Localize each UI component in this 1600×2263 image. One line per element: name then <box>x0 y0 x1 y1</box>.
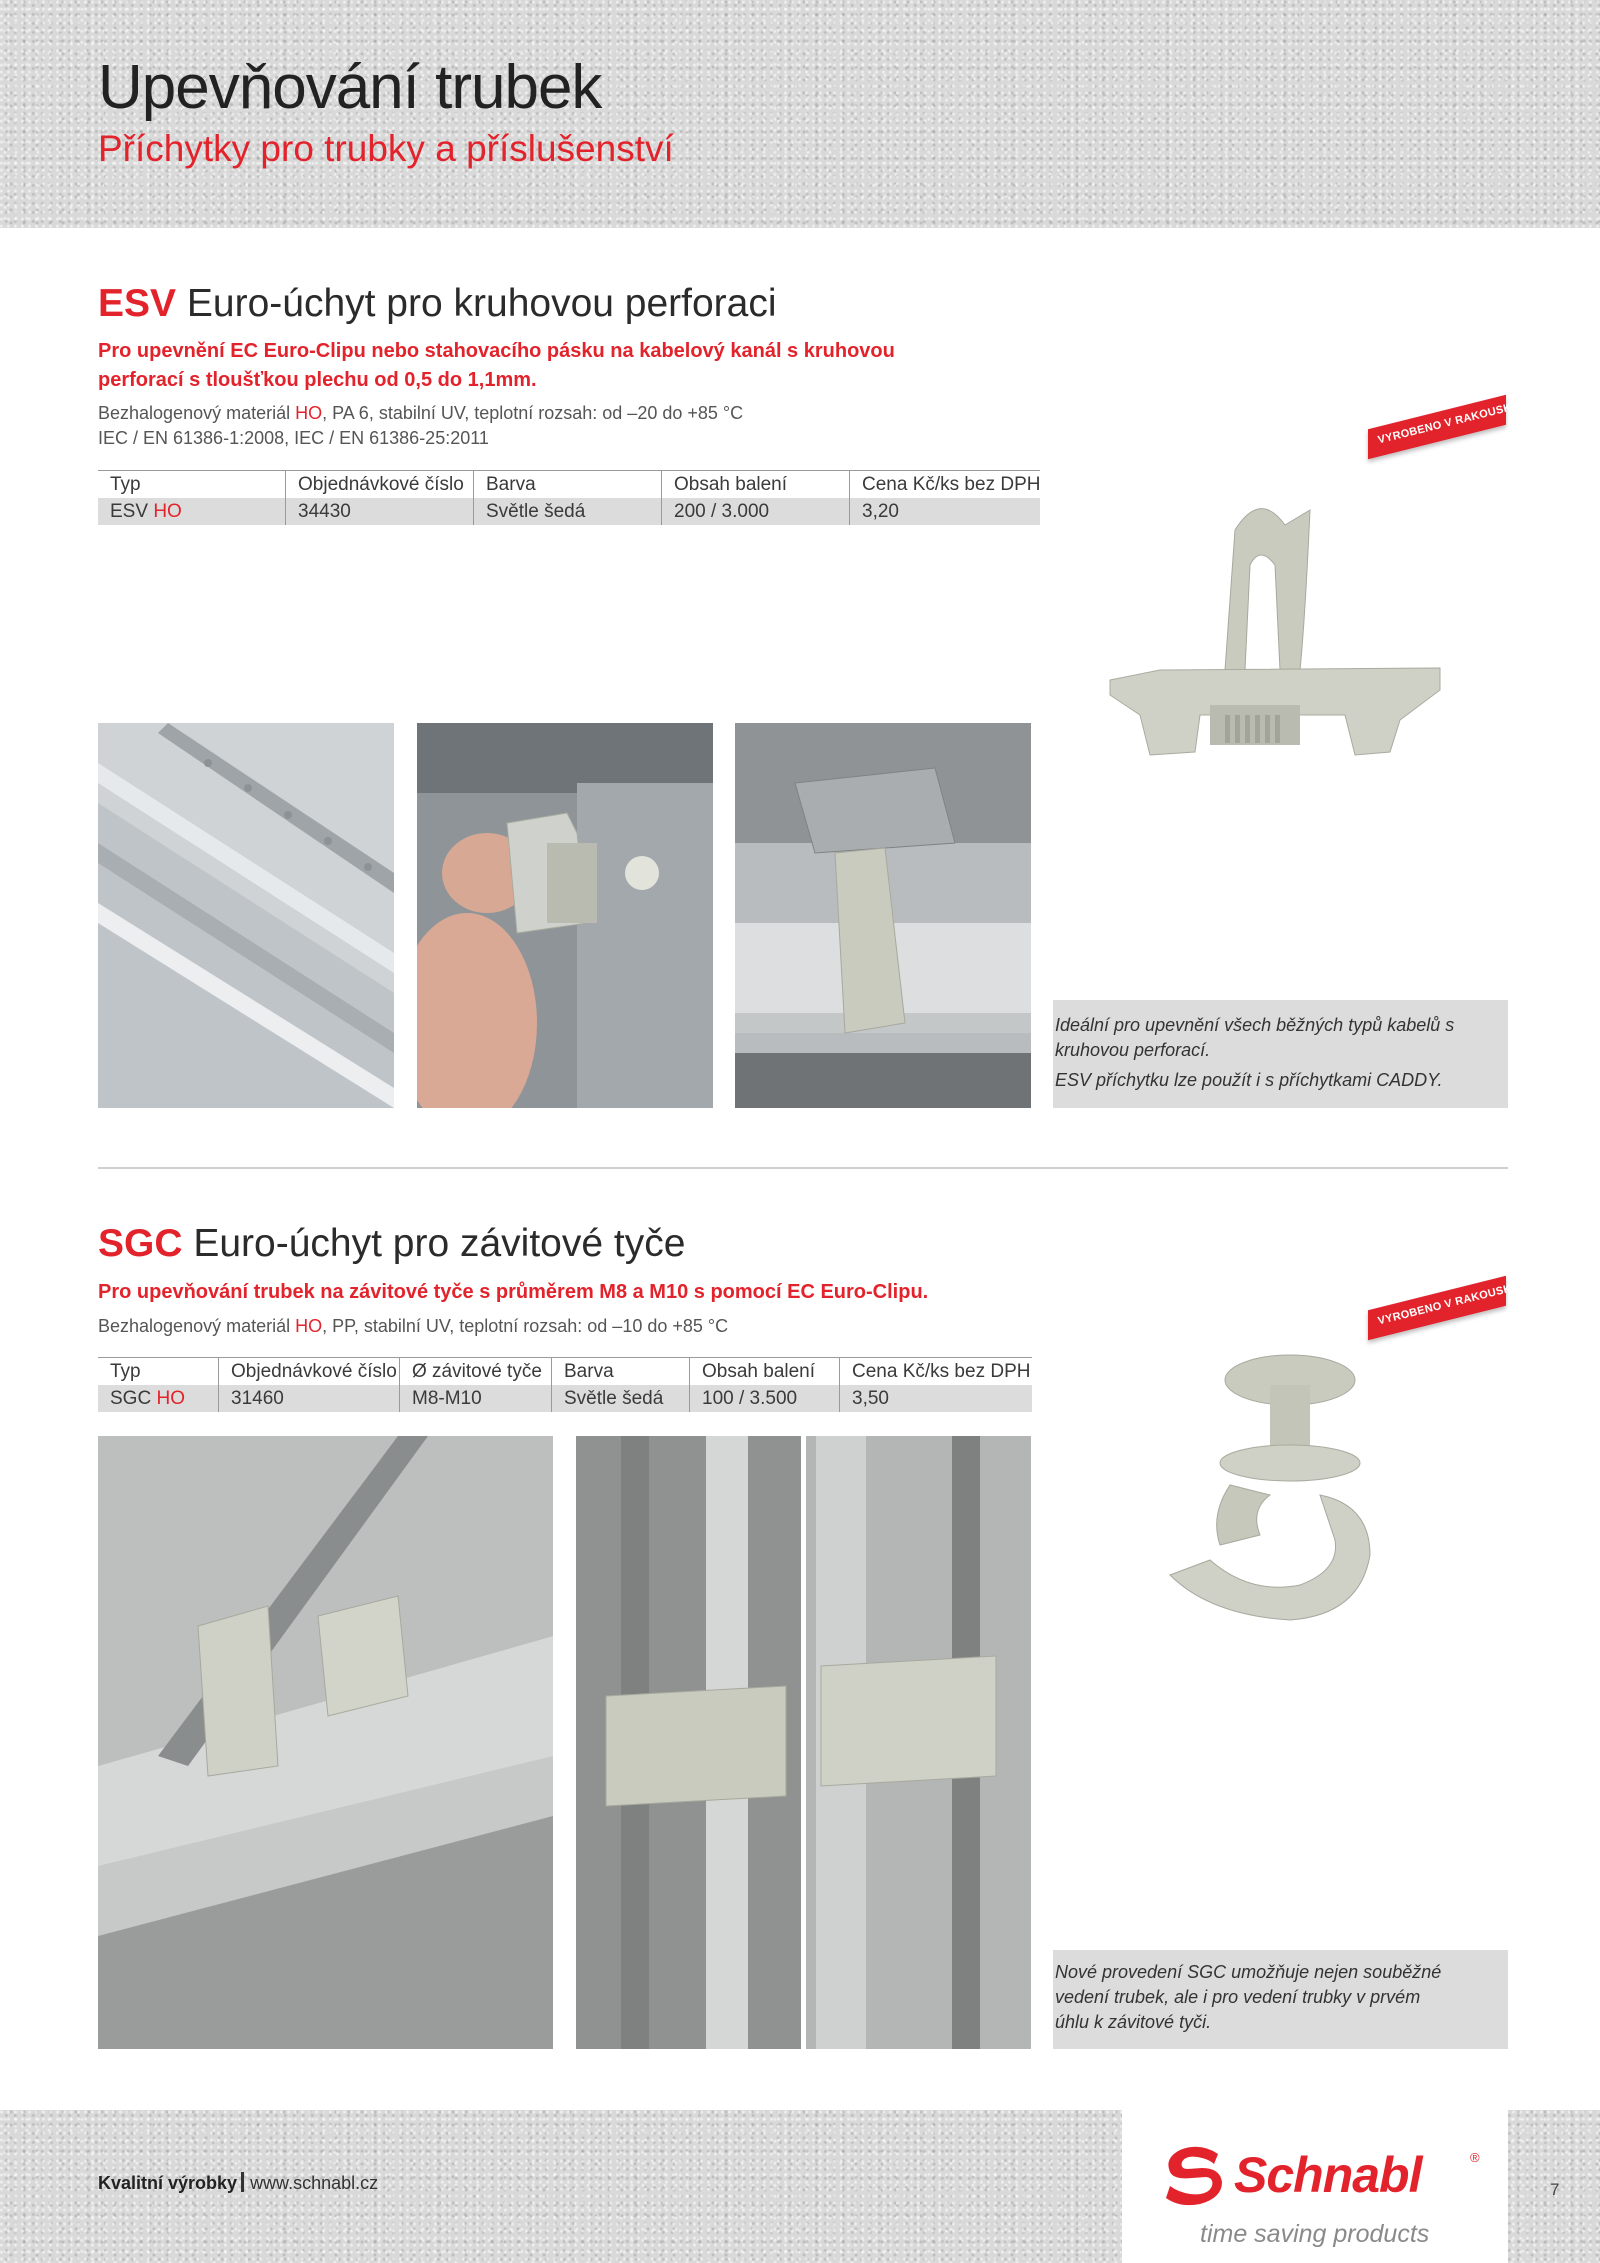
table-header-row <box>98 1358 1032 1386</box>
sgc-caption-box <box>1053 1950 1508 2049</box>
made-in-austria-stamp <box>1368 1280 1521 1335</box>
made-in-austria-stamp <box>1368 399 1521 454</box>
col-header: Barva <box>474 471 662 499</box>
esv-photo-channel <box>98 723 394 1108</box>
cell-price: 3,50 <box>840 1385 1033 1412</box>
esv-lead-line-1: Pro upevnění EC Euro-Clipu nebo stahovacího pásku na kabelový kanál s kruhovou <box>98 340 895 362</box>
cell-price: 3,20 <box>850 498 1041 525</box>
table-row <box>98 1385 1032 1412</box>
esv-desc-line-2: IEC / EN 61386-1:2008, IEC / EN 61386-25:2011 <box>98 428 489 448</box>
cell-rod-diameter: M8-M10 <box>400 1385 552 1412</box>
table-row <box>98 498 1040 525</box>
table-header-row <box>98 471 1040 499</box>
sgc-desc-text: Bezhalogenový materiál <box>98 1316 296 1336</box>
esv-description <box>98 401 743 451</box>
col-header: Typ <box>98 471 286 499</box>
caption-line: úhlu k závitové tyči. <box>1055 2012 1212 2032</box>
schnabl-s-icon <box>1160 2140 1230 2210</box>
col-header: Barva <box>552 1358 690 1386</box>
esv-product-image <box>1100 490 1450 780</box>
esv-desc-text-2: , PA 6, stabilní UV, teplotní rozsah: od –20 do +85 °C <box>322 403 744 423</box>
sgc-photo-diagonal <box>98 1436 553 2049</box>
esv-photo-hand <box>417 723 713 1108</box>
esv-caption-box <box>1053 1000 1508 1108</box>
esv-lead-line-2: perforací s tloušťkou plechu od 0,5 do 1,1mm. <box>98 369 537 391</box>
sgc-heading <box>98 1222 685 1266</box>
sgc-lead <box>98 1278 928 1307</box>
esv-lead <box>98 337 895 395</box>
cell-color: Světle šedá <box>474 498 662 525</box>
typ-code: SGC <box>110 1387 152 1409</box>
col-header: Typ <box>98 1358 219 1386</box>
typ-code: ESV <box>110 500 149 522</box>
esv-code: ESV <box>98 282 177 325</box>
sgc-title: Euro-úchyt pro závitové tyče <box>193 1222 686 1265</box>
cell-order-number: 34430 <box>286 498 474 525</box>
caption-line: kruhovou perforací. <box>1055 1040 1211 1060</box>
col-header: Cena Kč/ks bez DPH <box>840 1358 1033 1386</box>
cell-order-number: 31460 <box>219 1385 400 1412</box>
typ-ho: HO <box>153 500 182 522</box>
sgc-caption <box>1055 1960 1441 2035</box>
cell-typ <box>98 498 286 525</box>
footer-url[interactable]: www.schnabl.cz <box>250 2173 379 2193</box>
caption-line: vedení trubek, ale i pro vedení trubky v prvém <box>1055 1987 1421 2007</box>
sgc-code: SGC <box>98 1222 183 1265</box>
col-header: Obsah balení <box>662 471 850 499</box>
sgc-spec-table <box>98 1357 1032 1412</box>
sgc-product-image <box>1150 1345 1450 1665</box>
logo-tagline: time saving products <box>1200 2220 1430 2248</box>
esv-spec-table <box>98 470 1040 525</box>
caption-line: Ideální pro upevnění všech běžných typů kabelů s <box>1055 1015 1455 1035</box>
footer-text <box>98 2172 378 2194</box>
page-title: Upevňování trubek <box>98 53 602 122</box>
page-subtitle: Příchytky pro trubky a příslušenství <box>98 128 674 169</box>
col-header: Obsah balení <box>690 1358 840 1386</box>
footer-separator <box>241 2172 244 2192</box>
sgc-desc-text-2: , PP, stabilní UV, teplotní rozsah: od –10 do +85 °C <box>322 1316 729 1336</box>
cell-typ <box>98 1385 219 1412</box>
cell-color: Světle šedá <box>552 1385 690 1412</box>
page-number: 7 <box>1550 2180 1560 2199</box>
sgc-photo-parallel <box>576 1436 1031 2049</box>
esv-desc-text: Bezhalogenový materiál <box>98 403 296 423</box>
typ-ho: HO <box>156 1387 185 1409</box>
sgc-description <box>98 1314 728 1339</box>
esv-ho-mark: HO <box>295 403 323 423</box>
cell-package: 200 / 3.000 <box>662 498 850 525</box>
sgc-lead-line-1: Pro upevňování trubek na závitové tyče s průměrem M8 a M10 s pomocí EC Euro-Clipu. <box>98 1281 929 1303</box>
section-divider <box>98 1167 1508 1169</box>
col-header: Ø závitové tyče <box>400 1358 552 1386</box>
sgc-desc-line-1 <box>98 1314 728 1339</box>
esv-photo-pipe <box>735 723 1031 1108</box>
esv-heading <box>98 282 777 326</box>
esv-desc-line-1 <box>98 401 743 426</box>
schnabl-logo <box>1122 2110 1508 2263</box>
cell-package: 100 / 3.500 <box>690 1385 840 1412</box>
logo-brand: Schnabl <box>1234 2147 1422 2203</box>
sgc-ho-mark: HO <box>295 1316 323 1336</box>
caption-line: ESV příchytku lze použít i s příchytkami CADDY. <box>1055 1070 1443 1090</box>
footer-quality: Kvalitní výrobky <box>98 2173 238 2193</box>
col-header: Objednávkové číslo <box>219 1358 400 1386</box>
stamp-text: VYROBENO V RAKOUSKU <box>1376 399 1521 447</box>
esv-caption <box>1055 1013 1454 1093</box>
col-header: Cena Kč/ks bez DPH <box>850 471 1041 499</box>
logo-registered: ® <box>1470 2150 1480 2165</box>
col-header: Objednávkové číslo <box>286 471 474 499</box>
stamp-text: VYROBENO V RAKOUSKU <box>1376 1280 1521 1328</box>
caption-line: Nové provedení SGC umožňuje nejen souběžné <box>1055 1962 1442 1982</box>
esv-title: Euro-úchyt pro kruhovou perforaci <box>186 282 777 325</box>
